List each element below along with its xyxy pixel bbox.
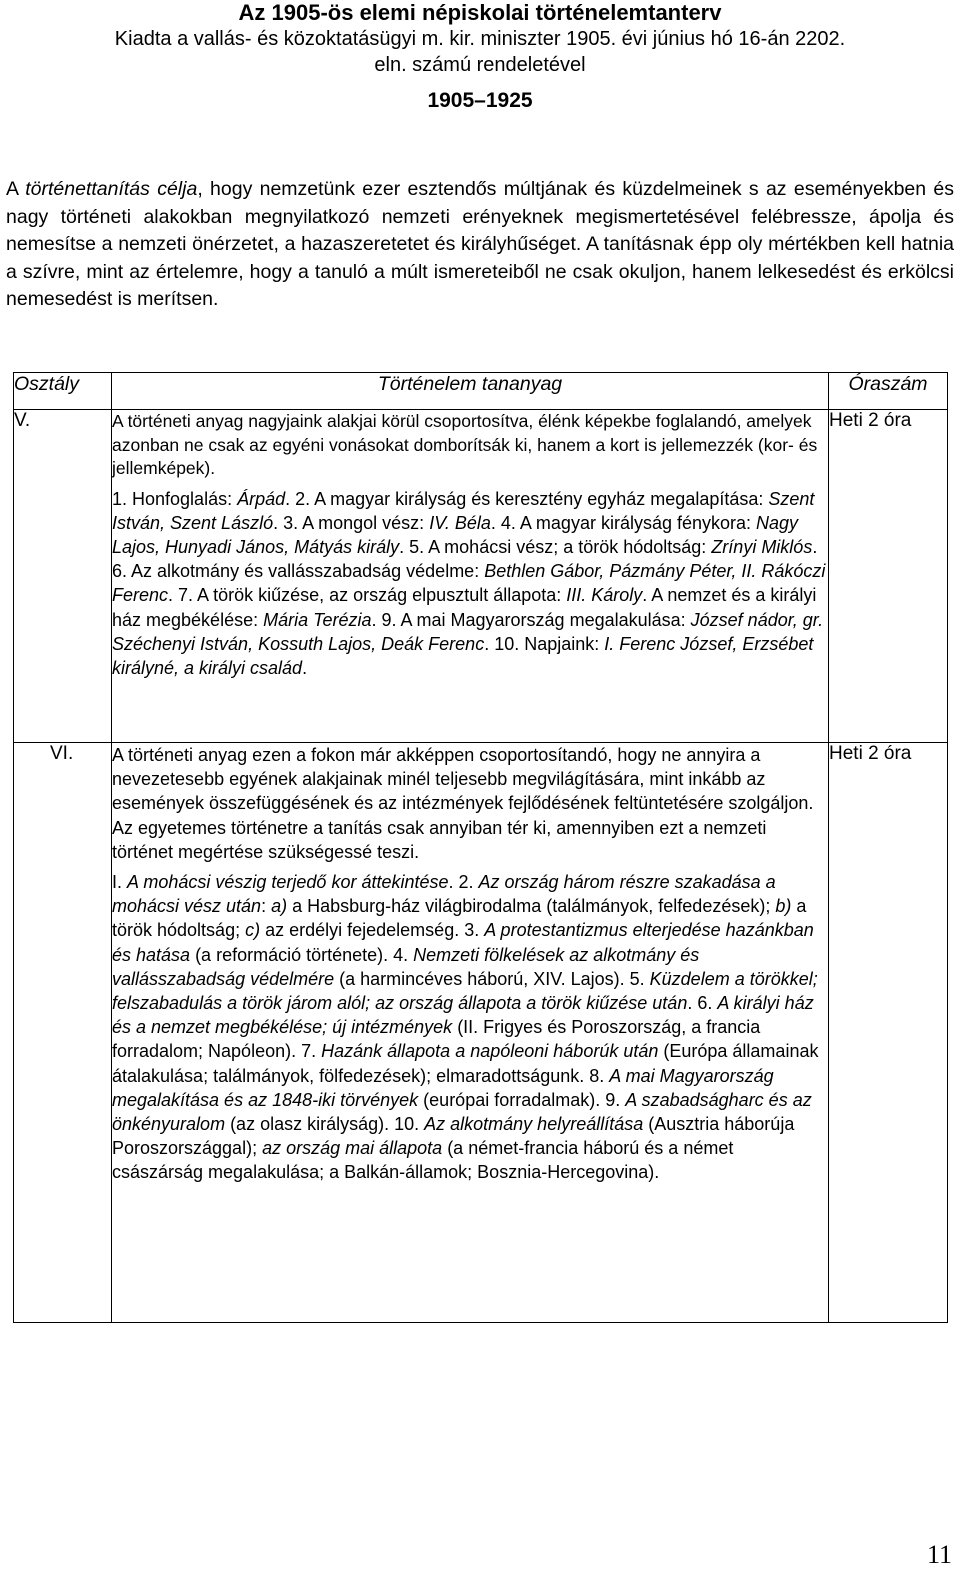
header-hours: Óraszám [829,373,948,410]
topic-italic-text: a) [271,896,288,917]
topic-italic-text: Zrínyi Miklós [711,536,813,557]
topic-italic-text: I. Ferenc József, Erzsébet királyné, a királyi család [112,633,814,678]
topic-italic-text: A protestantizmus elterjedése hazánkban és hatása [112,920,814,965]
table-row [14,743,948,1323]
topic-italic-text: József nádor, gr. Széchenyi István, Kossuth Lajos, Deák Ferenc [112,609,824,654]
topic-text: (az olasz királyság). 10. [225,1114,425,1135]
topic-italic-text: Nemzeti fölkelések az alkotmány és vallásszabadság védelmére [112,944,700,989]
topic-text: . 10. Napjaink: [484,633,605,654]
intro-paragraph [6,176,954,314]
header-content: Történelem tananyag [112,373,829,410]
topic-italic-text: A szabadságharc és az önkényuralom [112,1089,812,1135]
table-row [14,410,948,743]
content-cell [112,743,829,1323]
document-years: 1905–1925 [427,89,533,112]
hours-cell: Heti 2 óra [829,743,948,1323]
topic-italic-text: IV. Béla [429,512,491,533]
topic-text: . 3. A mongol vész: [273,512,430,533]
topic-text: . 4. A magyar királyság fénykora: [490,512,757,533]
topic-text: . [302,657,308,678]
intro-text-rest: , hogy nemzetünk ezer esztendős múltjának és küzdelmeinek s az eseményekben és nagy történeti alakokban megnyilatkozó nemzeti erényeknek megismertetésével felébressze, ápolja és nemesítse a nemzeti önérzetet, a hazaszeretetet és királyhűséget. A tanításnak épp oly mértékben kell hatnia a szívre, mint az értelemre, hogy a tanuló a múlt ismereteiből ne csak okuljon, hanem lelkesedést és erkölcsi nemesedést is merítsen. [6,178,954,310]
topic-italic-text: A mohácsi vészig terjedő kor áttekintése [127,872,449,893]
topic-italic-text: Az ország három részre szakadása a mohácsi vész után [112,872,776,917]
page-number: 11 [926,1540,952,1569]
table-header-row [14,373,948,410]
topic-text: . A nemzet és a királyi ház megbékélése: [112,585,817,630]
topic-italic-text: A királyi ház és a nemzet megbékélése; új intézmények [112,993,814,1038]
topic-text: . 5. A mohácsi vész; a török hódoltság: [399,536,712,557]
document-subtitle-line-2: eln. számú rendeletével [374,54,586,76]
topic-italic-text: Árpád [237,488,286,509]
topic-text: . 6. Az alkotmány és vallásszabadság védelme: [112,536,818,582]
document-title: Az 1905-ös elemi népiskolai történelemtanterv [238,0,722,25]
topic-italic-text: b) [775,896,792,917]
topic-italic-text: Nagy Lajos, Hunyadi János, Mátyás király [112,512,799,557]
intro-italic-term: történettanítás célja [25,178,198,200]
topic-text: a török hódoltság; [112,896,807,941]
topic-text: . 2. A magyar királyság és keresztény egyház megalapítása: [285,488,769,509]
topic-text: (II. Frigyes és Poroszország, a francia forradalom; Napóleon). 7. [112,1017,761,1062]
topic-italic-text: Szent István, Szent László [112,488,815,533]
topic-text: (a harmincéves háború, XIV. Lajos). 5. [334,968,650,989]
topic-text: : [261,896,272,917]
topic-italic-text: c) [245,920,261,941]
class-cell: VI. [14,743,112,1323]
topic-text: a Habsburg-ház világbirodalma (találmányok, felfedezések); [287,896,776,917]
content-lead: A történeti anyag ezen a fokon már akképpen csoportosítandó, hogy ne annyira a nevezetesebb egyének alakjainak minél teljesebb megvilágítására, mint inkább az események összefüggésének és az intézmények fejlődésének feltüntetésére szolgáljon. Az egyetemes történetre a tanítás csak annyiban tér ki, amennyiben ezt a nemzeti történet megértése szükségessé teszi. [112,745,814,862]
header-class: Osztály [14,373,112,410]
topic-italic-text: Az alkotmány helyreállítása [424,1114,644,1135]
topic-text: az erdélyi fejedelemség. 3. [260,920,485,941]
topic-text: (Európa államainak átalakulása; találmányok, fölfedezések); elmaradottságunk. 8. [112,1041,819,1086]
content-lead: A történeti anyag nagyjaink alakjai körül csoportosítva, élénk képekbe foglalandó, amelyek azonban ne csak az egyéni vonásokat domborítsák ki, hanem a kort is jellemezzék (kor- és jellemképek). [112,411,818,478]
intro-text-start: A [6,178,26,200]
content-cell [112,410,829,743]
topic-text: I. [112,872,128,893]
topic-italic-text: A mai Magyarország megalakítása és az 1848-iki törvények [112,1065,774,1110]
content-topics [112,870,828,1185]
topic-text: (európai forradalmak). 9. [418,1089,626,1110]
topic-text: . 7. A török kiűzése, az ország elpusztult állapota: [168,585,567,606]
topic-text: . 6. [687,993,718,1014]
hours-cell: Heti 2 óra [829,410,948,743]
topic-text: (a német-francia háború és a német császárság megalakulása; a Balkán-államok; Bosznia-Hercegovina). [112,1138,734,1183]
topic-text: (Ausztria háborúja Poroszországgal); [112,1114,795,1159]
topic-text: . 2. [448,872,479,893]
topic-text: (a reformáció története). 4. [190,944,414,965]
topic-italic-text: az ország mai állapota [262,1138,443,1159]
class-cell: V. [14,410,112,743]
content-topics [112,487,828,681]
topic-italic-text: Küzdelem a törökkel; felszabadulás a török járom alól; az ország állapota a török kiűzése után [112,968,818,1014]
title-block [0,0,960,114]
topic-text: 1. Honfoglalás: [112,488,238,509]
topic-text: . 9. A mai Magyarország megalakulása: [371,609,691,630]
document-subtitle-line-1: Kiadta a vallás- és közoktatásügyi m. kir. miniszter 1905. évi június hó 16-án 2202. [114,28,846,50]
curriculum-table [13,372,948,1323]
topic-italic-text: Mária Terézia [263,609,372,630]
topic-italic-text: III. Károly [566,585,643,606]
topic-italic-text: Bethlen Gábor, Pázmány Péter, II. Rákóczi Ferenc [112,561,826,606]
topic-italic-text: Hazánk állapota a napóleoni háborúk után [321,1041,659,1062]
